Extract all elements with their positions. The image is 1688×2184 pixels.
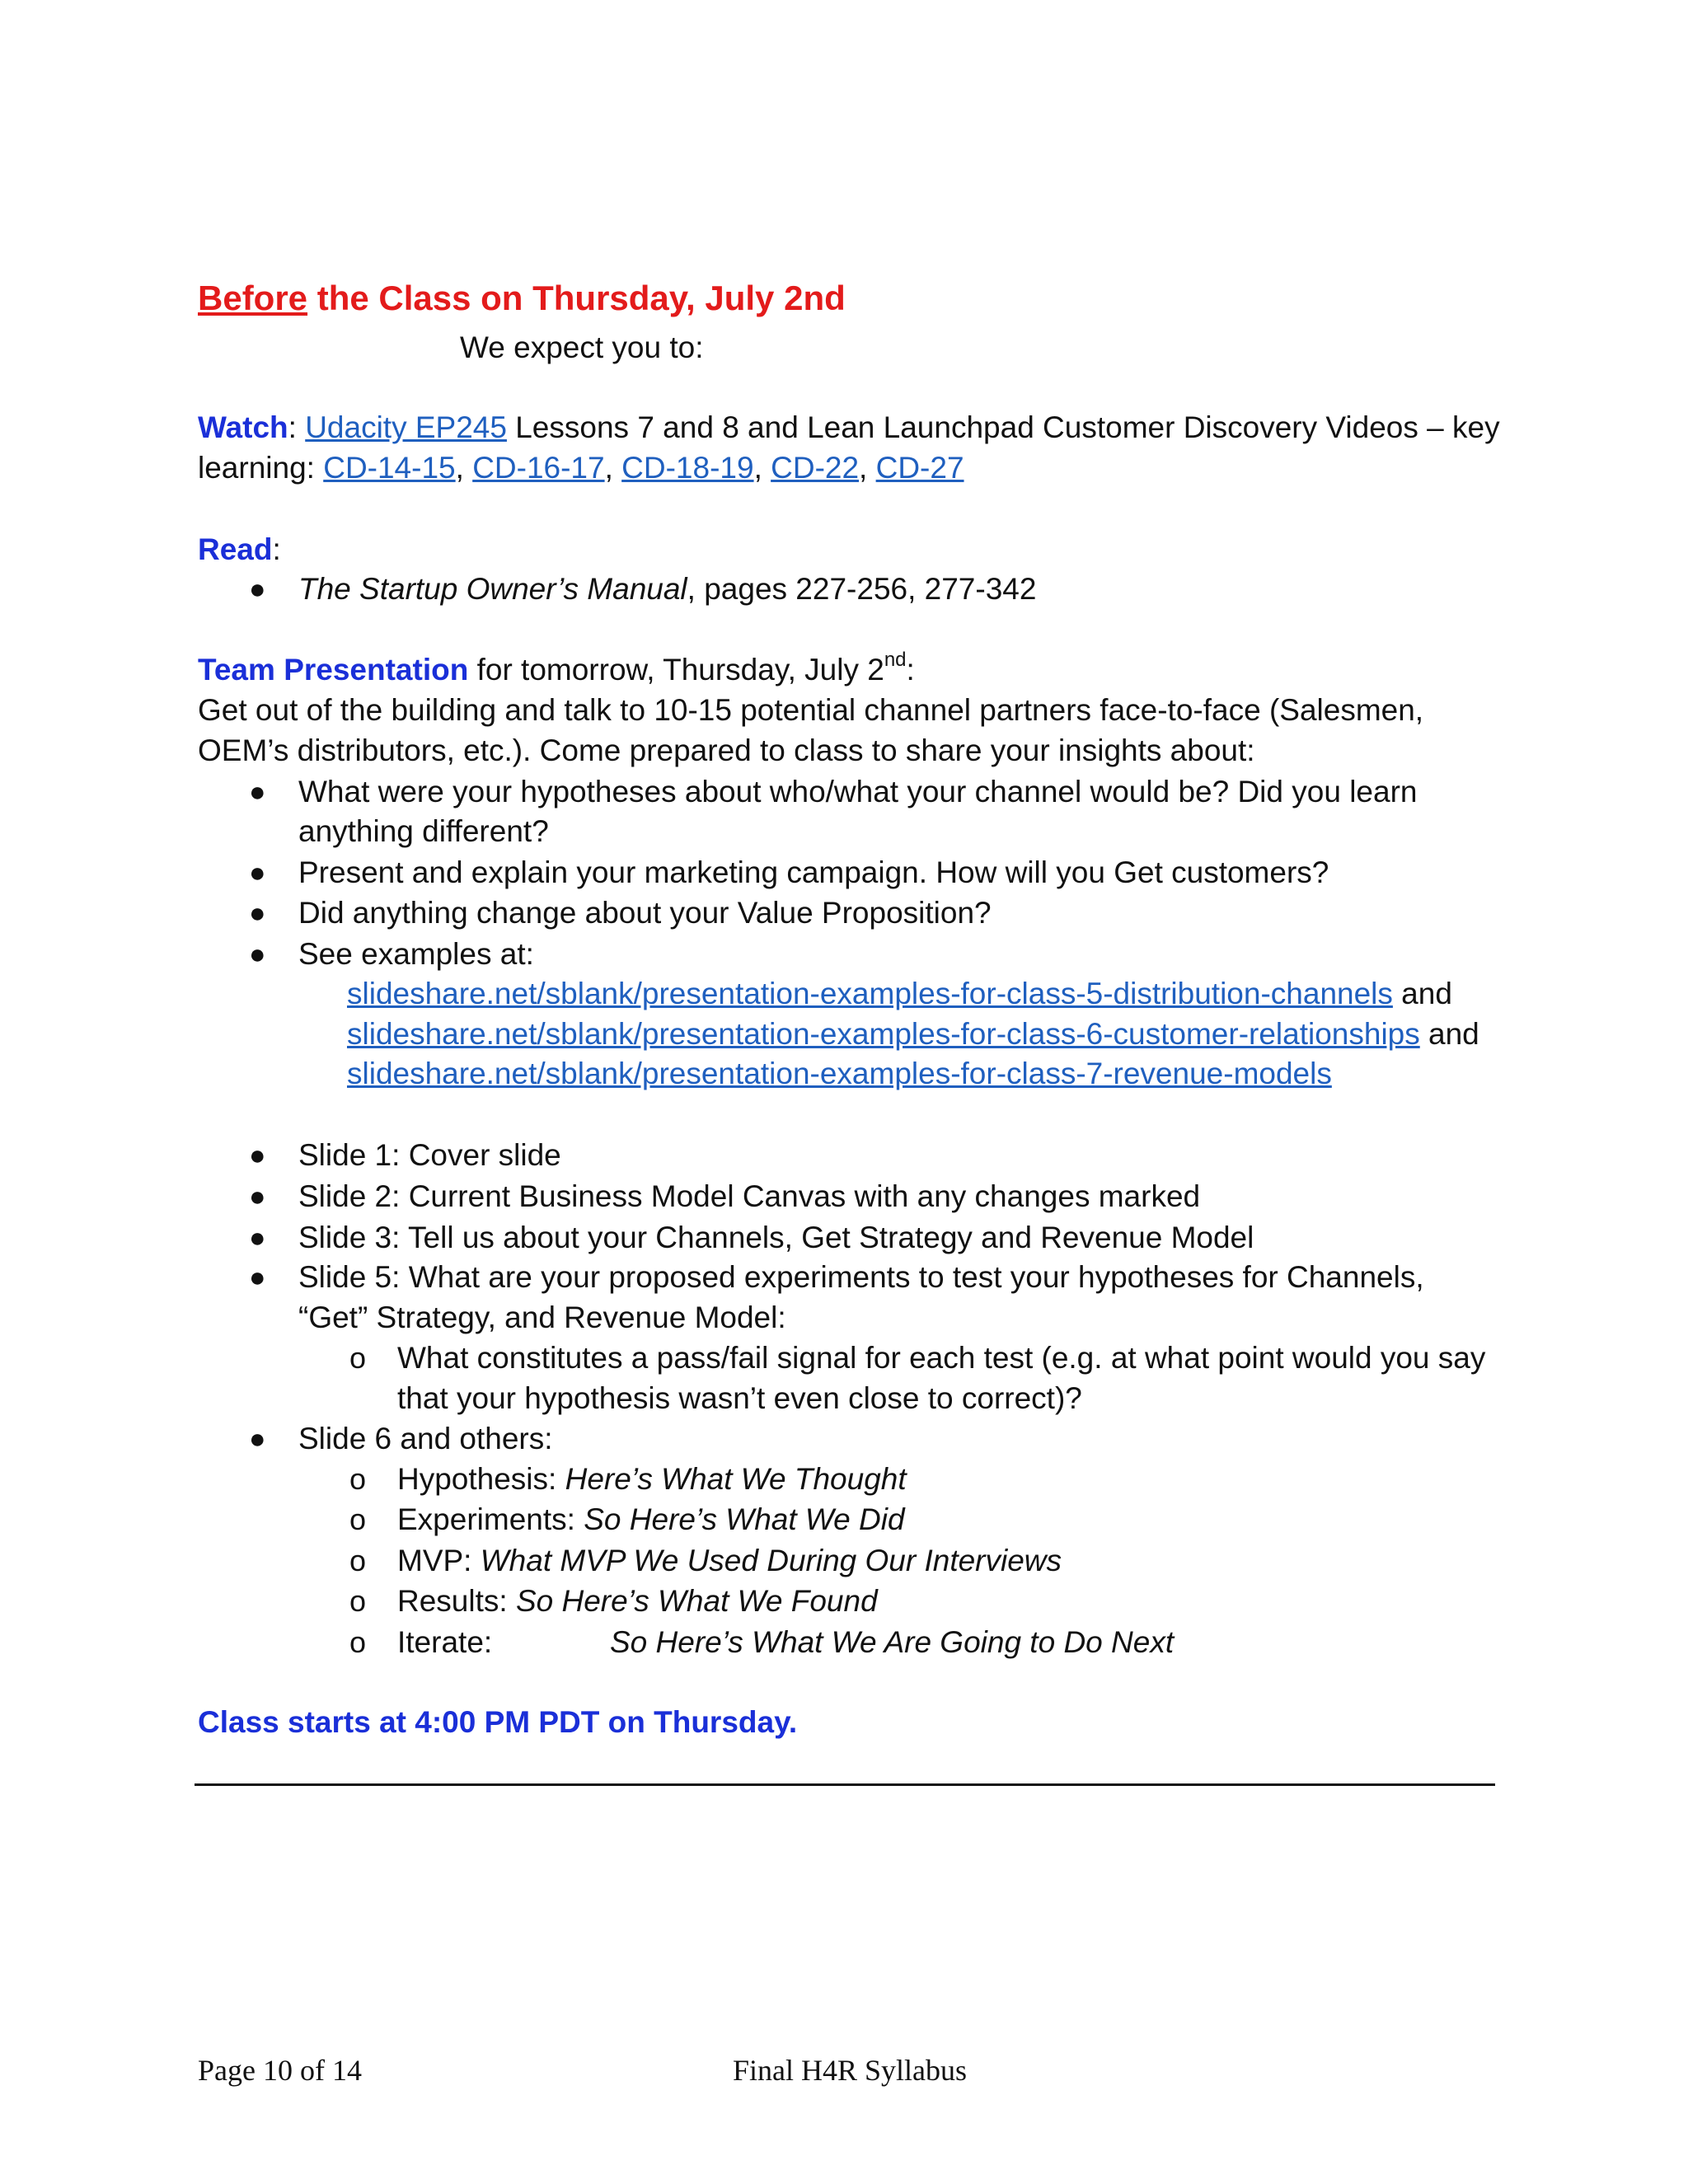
class-start-note: Class starts at 4:00 PM PDT on Thursday.: [198, 1705, 798, 1739]
read-item: [298, 569, 1036, 609]
book-pages: , pages 227-256, 277-342: [687, 572, 1037, 606]
cd-video-link[interactable]: CD-27: [875, 451, 964, 485]
cd-video-link[interactable]: CD-14-15: [323, 451, 456, 485]
slide-2: Slide 2: Current Business Model Canvas with any changes marked: [298, 1179, 1201, 1213]
example-link-row-3: [347, 1054, 1332, 1094]
team-bullet-2: Present and explain your marketing campaign. How will you Get customers?: [298, 855, 1329, 889]
section-heading: [198, 279, 846, 318]
item-value: So Here’s What We Found: [515, 1584, 878, 1618]
bullet-icon: ●: [249, 574, 266, 605]
watch-line-1: [198, 408, 1500, 448]
read-heading: [198, 530, 281, 569]
example-link-revenue-models[interactable]: slideshare.net/sblank/presentation-examples-for-class-7-revenue-models: [347, 1057, 1332, 1090]
heading-subtitle: We expect you to:: [460, 330, 704, 364]
read-colon: :: [272, 532, 281, 566]
slide-6-item-iterate-label: Iterate:: [397, 1625, 493, 1659]
slide-6-item-iterate-value: So Here’s What We Are Going to Do Next: [610, 1625, 1175, 1659]
slide-5-sub-line-2: that your hypothesis wasn’t even close to correct)?: [397, 1381, 1082, 1415]
team-bullet-4: See examples at:: [298, 937, 534, 971]
circle-bullet-icon: o: [349, 1502, 367, 1536]
team-intro-1: Get out of the building and talk to 10-15 potential channel partners face-to-face (Salesmen,: [198, 693, 1424, 727]
team-text: for tomorrow, Thursday, July 2: [468, 653, 884, 687]
example-link-row-2: [347, 1015, 1479, 1054]
slide-6-item-experiments: [397, 1500, 905, 1540]
item-value: What MVP We Used During Our Interviews: [480, 1544, 1062, 1577]
team-heading: [198, 650, 915, 690]
watch-text-2: learning:: [198, 451, 324, 485]
circle-bullet-icon: o: [349, 1341, 367, 1375]
watch-label: Watch: [198, 410, 288, 444]
team-colon: :: [906, 653, 915, 687]
slide-6-item-mvp: [397, 1541, 1062, 1581]
bullet-icon: ●: [249, 1222, 266, 1254]
separator: ,: [859, 451, 876, 485]
footer-page-number: Page 10 of 14: [198, 2054, 362, 2087]
team-intro-2: OEM’s distributors, etc.). Come prepared to class to share your insights about:: [198, 733, 1255, 767]
team-label: Team Presentation: [198, 653, 469, 687]
circle-bullet-icon: o: [349, 1625, 367, 1659]
udacity-link[interactable]: Udacity EP245: [305, 410, 507, 444]
footer-document-title: Final H4R Syllabus: [733, 2054, 968, 2087]
and-text: and: [1419, 1017, 1479, 1051]
cd-video-link[interactable]: CD-18-19: [621, 451, 754, 485]
team-bullet-3: Did anything change about your Value Proposition?: [298, 896, 992, 930]
item-value: Here’s What We Thought: [565, 1462, 907, 1496]
bullet-icon: ●: [249, 1140, 266, 1171]
item-label: Results:: [397, 1584, 516, 1618]
bullet-icon: ●: [249, 1181, 266, 1212]
example-link-row-1: [347, 974, 1452, 1014]
heading-rest: the Class on Thursday, July 2nd: [307, 279, 846, 317]
slide-6-item-results: [397, 1582, 878, 1621]
circle-bullet-icon: o: [349, 1584, 367, 1618]
circle-bullet-icon: o: [349, 1462, 367, 1496]
slide-5-line-2: “Get” Strategy, and Revenue Model:: [298, 1301, 786, 1334]
example-link-distribution-channels[interactable]: slideshare.net/sblank/presentation-examples-for-class-5-distribution-channels: [347, 977, 1393, 1010]
cd-video-link[interactable]: CD-22: [771, 451, 860, 485]
bullet-icon: ●: [249, 939, 266, 970]
slide-5-line-1: Slide 5: What are your proposed experiments to test your hypotheses for Channels,: [298, 1260, 1424, 1294]
bullet-icon: ●: [249, 857, 266, 888]
bullet-icon: ●: [249, 898, 266, 929]
separator: ,: [604, 451, 622, 485]
team-sup: nd: [884, 648, 907, 671]
item-value: So Here’s What We Did: [584, 1502, 905, 1536]
item-label: Hypothesis:: [397, 1462, 565, 1496]
slide-5-sub-line-1: What constitutes a pass/fail signal for each test (e.g. at what point would you say: [397, 1341, 1486, 1375]
bullet-icon: ●: [249, 1262, 266, 1293]
watch-text-1: Lessons 7 and 8 and Lean Launchpad Customer Discovery Videos – key: [506, 410, 1500, 444]
item-label: Experiments:: [397, 1502, 584, 1536]
circle-bullet-icon: o: [349, 1544, 367, 1577]
watch-line-2: [198, 448, 964, 488]
item-label: MVP:: [397, 1544, 481, 1577]
separator: ,: [455, 451, 473, 485]
example-link-customer-relationships[interactable]: slideshare.net/sblank/presentation-examples-for-class-6-customer-relationships: [347, 1017, 1420, 1051]
horizontal-divider: [195, 1783, 1495, 1786]
slide-3: Slide 3: Tell us about your Channels, Get Strategy and Revenue Model: [298, 1221, 1254, 1254]
bullet-icon: ●: [249, 776, 266, 808]
team-bullet-1-line-1: What were your hypotheses about who/what your channel would be? Did you learn: [298, 775, 1418, 808]
bullet-icon: ●: [249, 1423, 266, 1455]
watch-colon: :: [288, 410, 297, 444]
cd-video-link[interactable]: CD-16-17: [472, 451, 605, 485]
heading-before: Before: [198, 279, 308, 317]
and-text: and: [1392, 977, 1452, 1010]
book-title: The Startup Owner’s Manual: [298, 572, 687, 606]
team-bullet-1-line-2: anything different?: [298, 814, 549, 848]
separator: ,: [753, 451, 771, 485]
slide-6: Slide 6 and others:: [298, 1422, 553, 1455]
read-label: Read: [198, 532, 273, 566]
slide-6-item-hypothesis: [397, 1460, 907, 1499]
slide-1: Slide 1: Cover slide: [298, 1138, 561, 1172]
